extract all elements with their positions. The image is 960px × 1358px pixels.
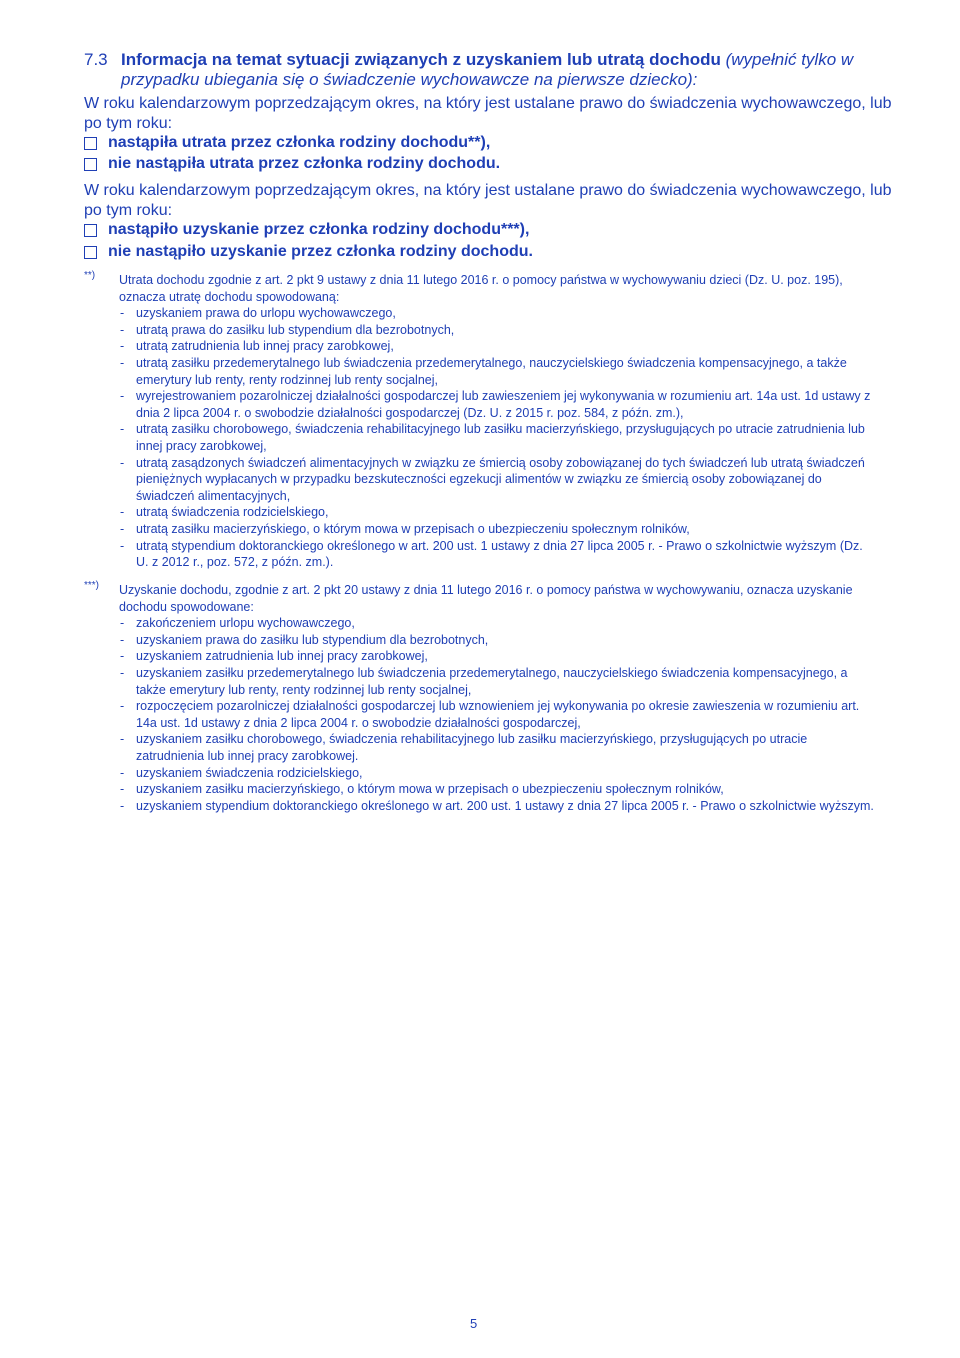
option-income-loss-no[interactable] [84,154,904,174]
option-label: nie nastąpiło uzyskanie przez członka rodziny dochodu. [108,243,533,260]
footnote-income-loss [84,272,874,571]
checkbox[interactable] [84,224,97,237]
list-item: - utratą zasiłku przedemerytalnego lub świadczenia przedemerytalnego, nauczycielskiego świadczenia kompensacyjnego, a także emerytury lub renty, renty rodzinnej lub renty socjalnej, [119,355,874,388]
list-item: - uzyskaniem zasiłku chorobowego, świadczenia rehabilitacyjnego lub zasiłku macierzyńskiego, przysługujących po utracie zatrudnienia lub innej pracy zarobkowej. [119,731,874,764]
checkbox[interactable] [84,246,97,259]
footnote-income-gain [84,582,874,814]
question-income-loss: W roku kalendarzowym poprzedzającym okres, na który jest ustalane prawo do świadczenia wychowawczego, lub po tym roku: [84,95,892,132]
section-heading [84,50,904,90]
checkbox[interactable] [84,158,97,171]
list-item: - utratą stypendium doktoranckiego określonego w art. 200 ust. 1 ustawy z dnia 27 lipca 2005 r. - Prawo o szkolnictwie wyższym (Dz. U. z 2012 r., poz. 572, z późn. zm.). [119,538,874,571]
list-item: - uzyskaniem zasiłku przedemerytalnego lub świadczenia przedemerytalnego, nauczycielskiego świadczenia kompensacyjnego, a także emerytury lub renty, renty rodzinnej lub renty socjalnej, [119,665,874,698]
list-item: - zakończeniem urlopu wychowawczego, [119,615,874,632]
footnote-list [84,615,874,814]
option-label: nie nastąpiła utrata przez członka rodziny dochodu. [108,155,501,172]
list-item: - wyrejestrowaniem pozarolniczej działalności gospodarczej lub zawieszeniem jej wykonywania w rozumieniu art. 14a ust. 1d ustawy z dnia 2 lipca 2004 r. o swobodzie działalności gospodarczej (Dz. U. z 2015 r. poz. 584, z późn. zm.), [119,388,874,421]
list-item: - utratą zasiłku chorobowego, świadczenia rehabilitacyjnego lub zasiłku macierzyńskiego, przysługujących po utracie zatrudnienia lub innej pracy zarobkowej, [119,421,874,454]
footnote-marker: **) [84,270,96,281]
list-item: - uzyskaniem prawa do urlopu wychowawczego, [119,305,874,322]
section-title: Informacja na temat sytuacji związanych z uzyskaniem lub utratą dochodu [121,50,721,69]
footnote-marker: ***) [84,580,100,591]
option-income-gain-yes[interactable] [84,220,904,240]
option-label: nastąpiło uzyskanie przez członka rodziny dochodu***), [108,221,530,238]
question-income-gain: W roku kalendarzowym poprzedzającym okres, na który jest ustalane prawo do świadczenia wychowawczego, lub po tym roku: [84,182,892,219]
footnote-list [84,305,874,571]
list-item: - uzyskaniem świadczenia rodzicielskiego, [119,765,874,782]
page-number: 5 [470,1316,478,1331]
list-item: - uzyskaniem zatrudnienia lub innej pracy zarobkowej, [119,648,874,665]
list-item: - uzyskaniem zasiłku macierzyńskiego, o którym mowa w przepisach o ubezpieczeniu społecznym rolników, [119,781,874,798]
list-item: - utratą zatrudnienia lub innej pracy zarobkowej, [119,338,874,355]
footnote-intro: Utrata dochodu zgodnie z art. 2 pkt 9 ustawy z dnia 11 lutego 2016 r. o pomocy państwa w wychowywaniu dzieci (Dz. U. poz. 195), oznacza utratę dochodu spowodowaną: [119,273,843,304]
list-item: - uzyskaniem prawa do zasiłku lub stypendium dla bezrobotnych, [119,632,874,649]
checkbox[interactable] [84,137,97,150]
list-item: - uzyskaniem stypendium doktoranckiego określonego w art. 200 ust. 1 ustawy z dnia 27 lipca 2005 r. - Prawo o szkolnictwie wyższym. [119,798,874,815]
list-item: - utratą świadczenia rodzicielskiego, [119,504,874,521]
list-item: - utratą prawa do zasiłku lub stypendium dla bezrobotnych, [119,322,874,339]
option-income-gain-no[interactable] [84,242,904,262]
footnote-intro: Uzyskanie dochodu, zgodnie z art. 2 pkt 20 ustawy z dnia 11 lutego 2016 r. o pomocy państwa w wychowywaniu, oznacza uzyskanie dochodu spowodowane: [119,583,853,614]
list-item: - utratą zasiłku macierzyńskiego, o którym mowa w przepisach o ubezpieczeniu społecznym rolników, [119,521,874,538]
list-item: - utratą zasądzonych świadczeń alimentacyjnych w związku ze śmiercią osoby zobowiązanej do tych świadczeń lub utratą świadczeń pieniężnych wypłacanych w przypadku bezskuteczności egzekucji alimentów w związku ze śmiercią osoby zobowiązanej do świadczeń alimentacyjnych, [119,455,874,505]
section-instruction: (wypełnić tylko w przypadku ubiegania się o świadczenie wychowawcze na pierwsze dziecko): [121,50,854,89]
list-item: - rozpoczęciem pozarolniczej działalności gospodarczej lub wznowieniem jej wykonywania po okresie zawieszenia w rozumieniu art. 14a ust. 1d ustawy z dnia 2 lipca 2004 r. o swobodzie działalności gospodarczej, [119,698,874,731]
option-income-loss-yes[interactable] [84,133,904,153]
section-number: 7.3 [84,50,108,69]
option-label: nastąpiła utrata przez członka rodziny dochodu**), [108,134,491,151]
